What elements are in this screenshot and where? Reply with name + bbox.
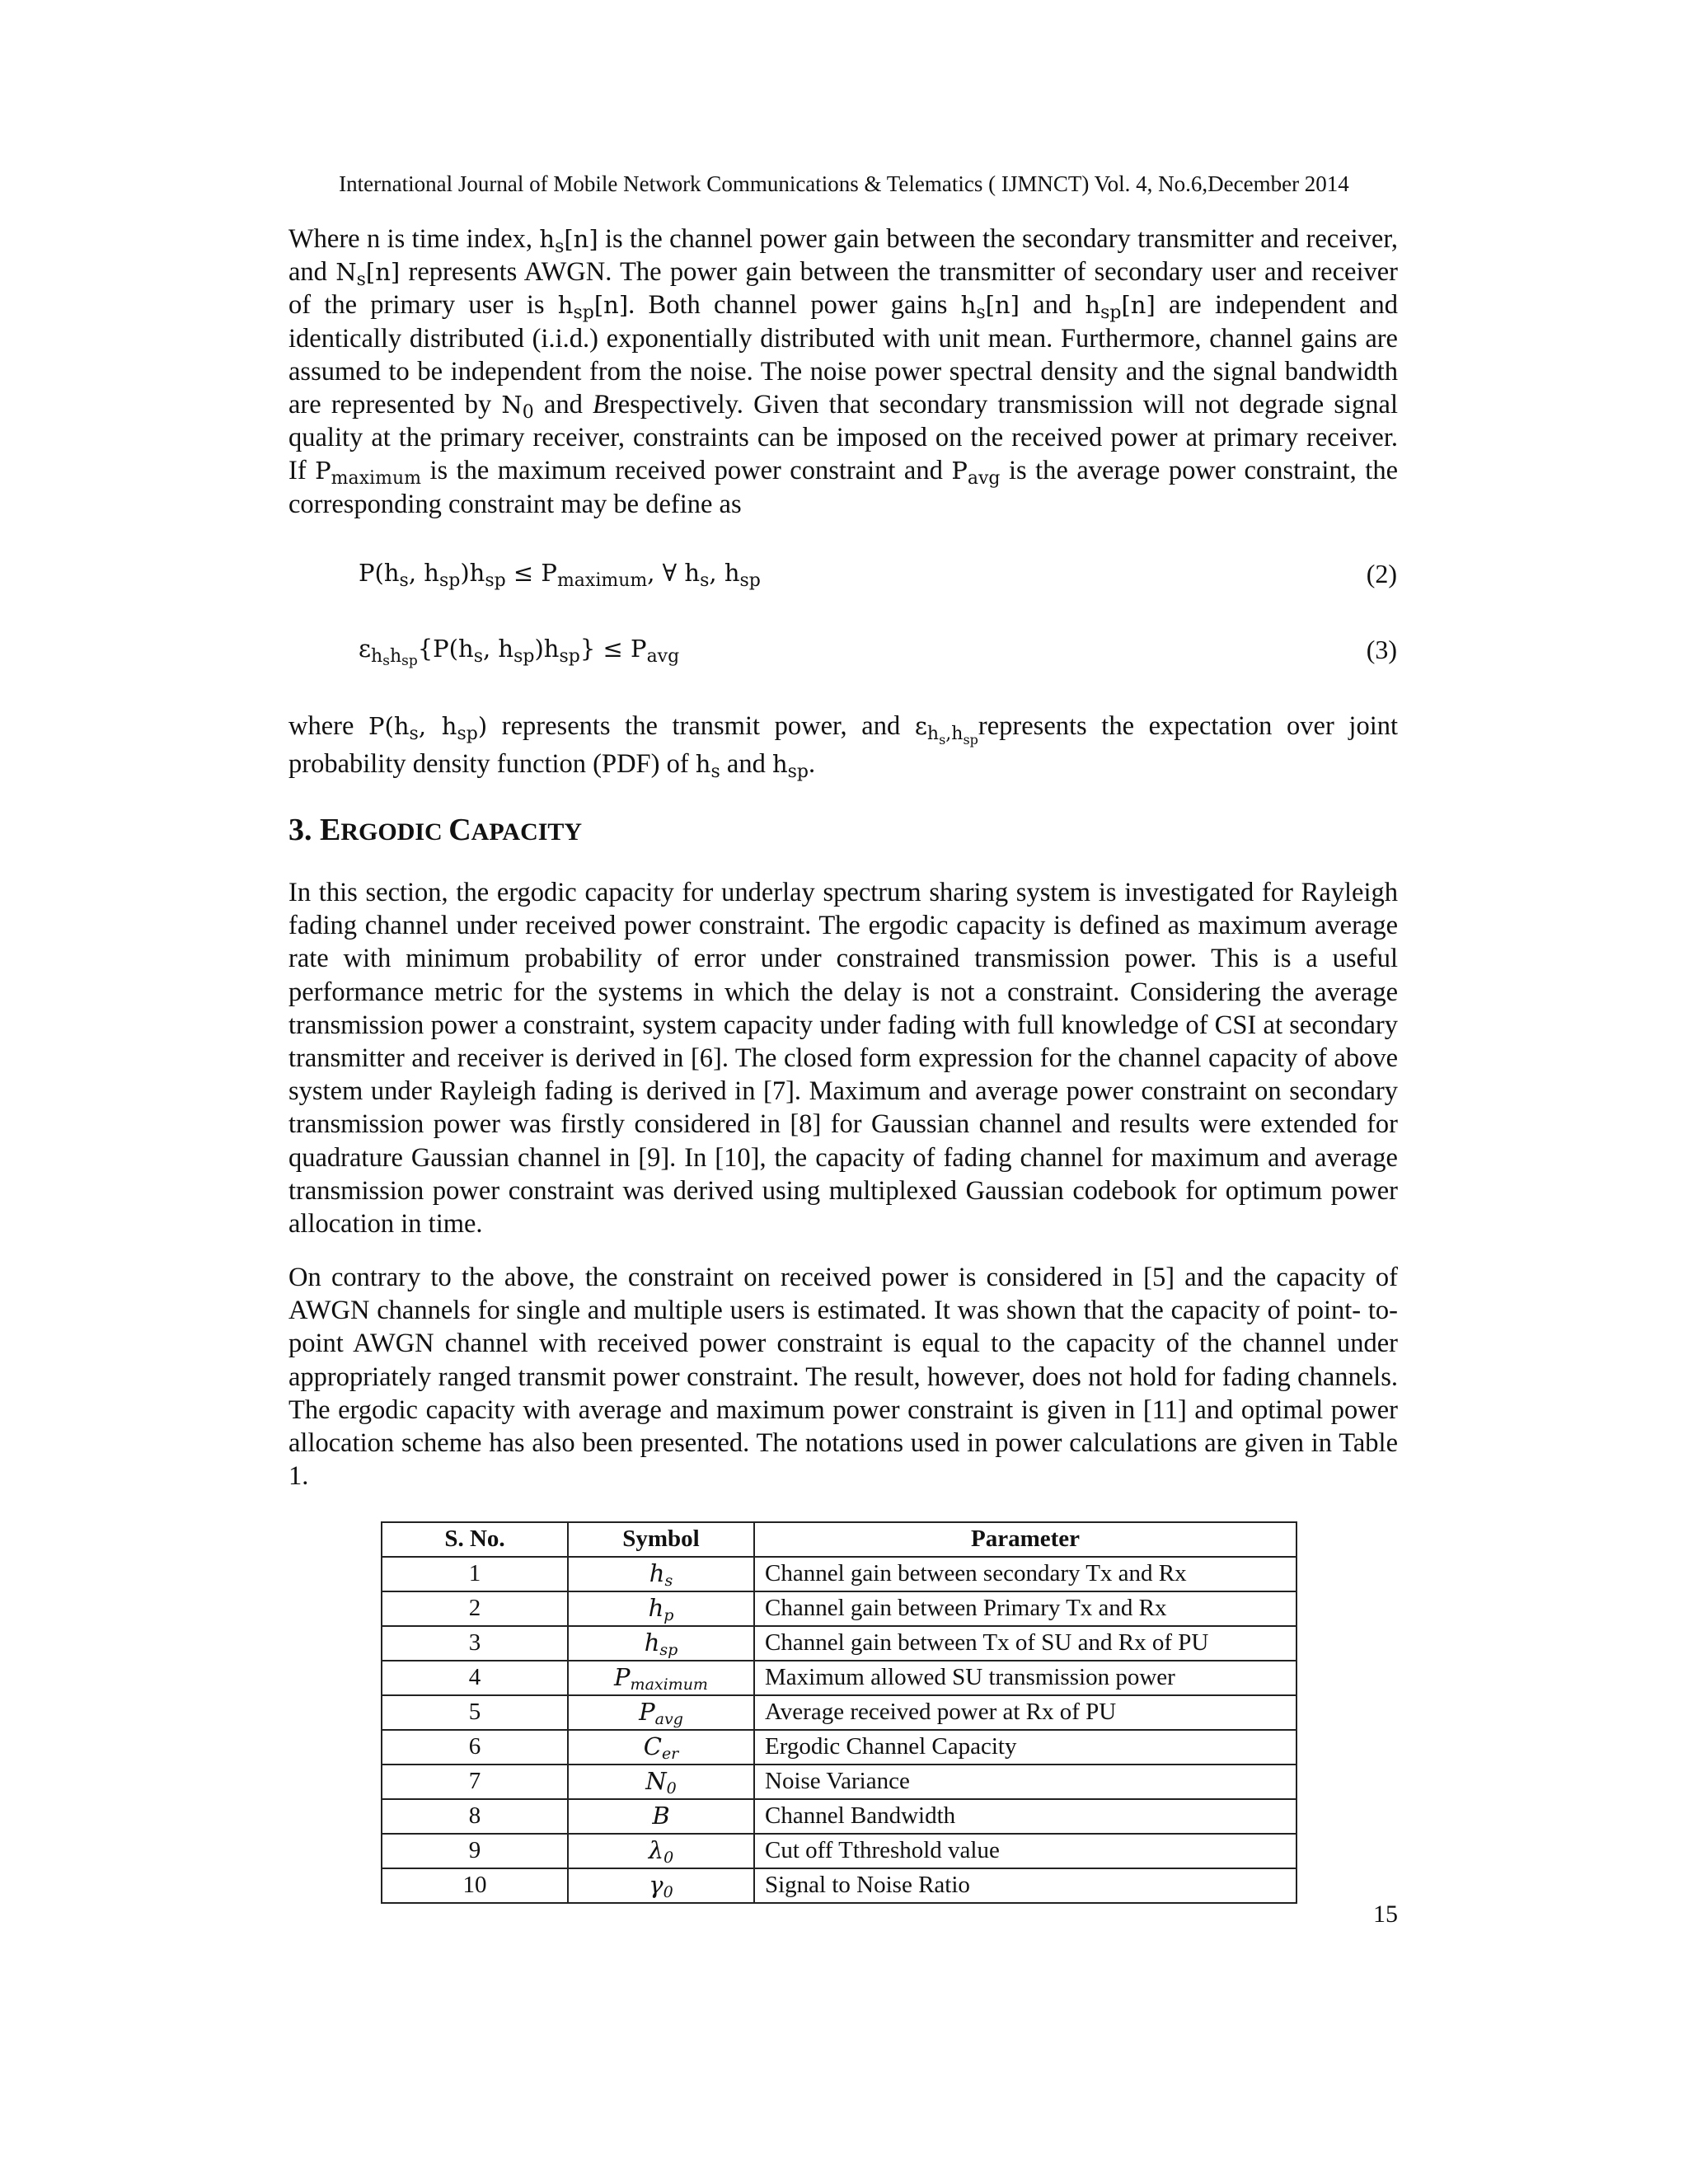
text-run: and <box>720 749 772 779</box>
page-number: 15 <box>1373 1900 1398 1928</box>
math-B: B <box>593 390 609 420</box>
text-run: is the channel power gain between the secondary transmitter and receiver, and <box>288 224 1399 288</box>
text-run: respectively. Given that secondary transmission will not degrade signal quality at the primary receiver, constraints can be imposed on the received power at primary receiver. If <box>288 390 1398 486</box>
table-row <box>382 1626 1296 1661</box>
cell-symbol: $\gamma_0$ <box>568 1868 754 1903</box>
math-expectation: $\varepsilon_{h_s,h_{sp}}$ <box>914 712 978 748</box>
math-P-hs-hsp: $P(h_s$, $h_{sp}$) <box>368 712 488 744</box>
table-header-row <box>382 1522 1296 1557</box>
running-header: International Journal of Mobile Network Communications & Telematics ( IJMNCT) Vol. 4, No.6,December 2014 <box>339 171 1349 196</box>
column-header-sno: S. No. <box>382 1522 568 1557</box>
text-run: represents the transmit power, and <box>487 711 915 741</box>
text-run: represents AWGN. The power gain between the transmitter of secondary user and receiver of the primary user is <box>288 257 1398 321</box>
text-run: Where n is time index, <box>288 224 540 254</box>
text-run: and <box>1019 290 1085 321</box>
paragraph-system-model <box>288 223 1398 521</box>
cell-parameter: Maximum allowed SU transmission power <box>754 1661 1296 1695</box>
table-row <box>382 1765 1296 1799</box>
column-header-symbol: Symbol <box>568 1522 754 1557</box>
math-h-sp-n: $h_{sp}[n]$ <box>557 291 629 324</box>
cell-parameter: Cut off Tthreshold value <box>754 1834 1296 1868</box>
text-run: are independent and identically distributed (i.i.d.) exponentially distributed with unit mean. Furthermore, channel gains are assumed to be independent from the noise. The noise power spectral density and the signal bandwidth are represented by <box>288 290 1398 420</box>
cell-parameter: Channel gain between secondary Tx and Rx <box>754 1557 1296 1591</box>
paragraph-received-power: On contrary to the above, the constraint on received power is considered in [5] and the capacity of AWGN channels for single and multiple users is estimated. It was shown that the capacity of point- to- point AWGN channel with received power constraint is equal to the capacity of the channel under appropriately ranged transmit power constraint. The result, however, does not hold for fading channels. The ergodic capacity with average and maximum power constraint is given in [11] and optimal power allocation scheme has also been presented. The notations used in power calculations are given in Table 1. <box>288 1263 1398 1492</box>
math-N-s-n: $N_s[n]$ <box>335 258 401 291</box>
cell-symbol: $h_p$ <box>568 1591 754 1626</box>
text-run: represents the expectation over joint probability density function (PDF) of <box>288 711 1399 779</box>
text-run: is the maximum received power constraint and <box>420 456 952 486</box>
cell-sno: 1 <box>382 1557 568 1591</box>
math-h-s-n: $h_s[n]$ <box>539 225 598 257</box>
cell-sno: 8 <box>382 1799 568 1834</box>
math-P-avg: $P_{avg}$ <box>951 457 1001 490</box>
math-h-sp: $h_{sp}$ <box>771 750 809 782</box>
table-row <box>382 1591 1296 1626</box>
cell-symbol: $C_{er}$ <box>568 1730 754 1765</box>
notation-table <box>381 1521 1297 1904</box>
cell-sno: 7 <box>382 1765 568 1799</box>
cell-parameter: Signal to Noise Ratio <box>754 1868 1296 1903</box>
cell-symbol: $P_{avg}$ <box>568 1695 754 1730</box>
cell-sno: 9 <box>382 1834 568 1868</box>
cell-parameter: Channel Bandwidth <box>754 1799 1296 1834</box>
text-run: and <box>533 390 593 420</box>
equation-2 <box>359 559 1397 600</box>
math-h-sp-n: $h_{sp}[n]$ <box>1085 291 1156 324</box>
cell-symbol: $N_0$ <box>568 1765 754 1799</box>
cell-symbol: $P_{maximum}$ <box>568 1661 754 1695</box>
cell-sno: 5 <box>382 1695 568 1730</box>
math-h-s-n: $h_s[n]$ <box>960 291 1020 324</box>
cell-sno: 4 <box>382 1661 568 1695</box>
math-h-s: $h_s$ <box>695 750 720 782</box>
equation-3-expression: $\varepsilon_{h_sh_{sp}}\{P(h_s$, $h_{sp})h_{sp}\} \le P_{avg}$ <box>359 635 680 669</box>
text-run: is the average power constraint, the corresponding constraint may be define as <box>288 456 1398 519</box>
equation-2-expression: $P(h_s$, $h_{sp})h_{sp} \le P_{maximum}$, ∀ $h_s$, $h_{sp}$ <box>359 559 761 591</box>
cell-symbol: $\lambda_0$ <box>568 1834 754 1868</box>
equation-3-number: (3) <box>1366 635 1397 664</box>
cell-parameter: Channel gain between Primary Tx and Rx <box>754 1591 1296 1626</box>
cell-parameter: Ergodic Channel Capacity <box>754 1730 1296 1765</box>
table-row <box>382 1799 1296 1834</box>
table-row <box>382 1730 1296 1765</box>
cell-symbol: $h_s$ <box>568 1557 754 1591</box>
cell-sno: 2 <box>382 1591 568 1626</box>
cell-symbol: B <box>568 1799 754 1834</box>
paragraph-where-definitions <box>288 707 1398 783</box>
text-run: where <box>288 711 369 741</box>
text-run: . <box>809 749 816 779</box>
paragraph-ergodic-intro: In this section, the ergodic capacity for underlay spectrum sharing system is investigated for Rayleigh fading channel under received power constraint. The ergodic capacity is defined as maximum average rate with minimum probability of error under constrained transmission power. This is a useful performance metric for the systems in which the delay is not a constraint. Considering the average transmission power a constraint, system capacity under fading with full knowledge of CSI at secondary transmitter and receiver is derived in [6]. The closed form expression for the channel capacity of above system under Rayleigh fading is derived in [7]. Maximum and average power constraint on secondary transmission power was firstly considered in [8] for Gaussian channel and results were extended for quadrature Gaussian channel in [9]. In [10], the capacity of fading channel for maximum and average transmission power constraint was derived using multiplexed Gaussian codebook for optimum power allocation in time. <box>288 878 1398 1240</box>
cell-sno: 3 <box>382 1626 568 1661</box>
cell-parameter: Average received power at Rx of PU <box>754 1695 1296 1730</box>
table-row <box>382 1868 1296 1903</box>
equation-2-number: (2) <box>1366 559 1397 588</box>
section-heading-ergodic-capacity: 3. ERGODIC CAPACITY <box>288 813 583 847</box>
cell-symbol: $h_{sp}$ <box>568 1626 754 1661</box>
cell-parameter: Noise Variance <box>754 1765 1296 1799</box>
cell-parameter: Channel gain between Tx of SU and Rx of PU <box>754 1626 1296 1661</box>
equation-3 <box>359 635 1397 676</box>
math-N-0: $N_0$ <box>501 391 534 424</box>
table-row <box>382 1834 1296 1868</box>
column-header-parameter: Parameter <box>754 1522 1296 1557</box>
cell-sno: 10 <box>382 1868 568 1903</box>
table-row <box>382 1557 1296 1591</box>
math-P-maximum: $P_{maximum}$ <box>315 457 421 490</box>
cell-sno: 6 <box>382 1730 568 1765</box>
table-row <box>382 1695 1296 1730</box>
text-run: . Both channel power gains <box>628 290 961 321</box>
table-row <box>382 1661 1296 1695</box>
